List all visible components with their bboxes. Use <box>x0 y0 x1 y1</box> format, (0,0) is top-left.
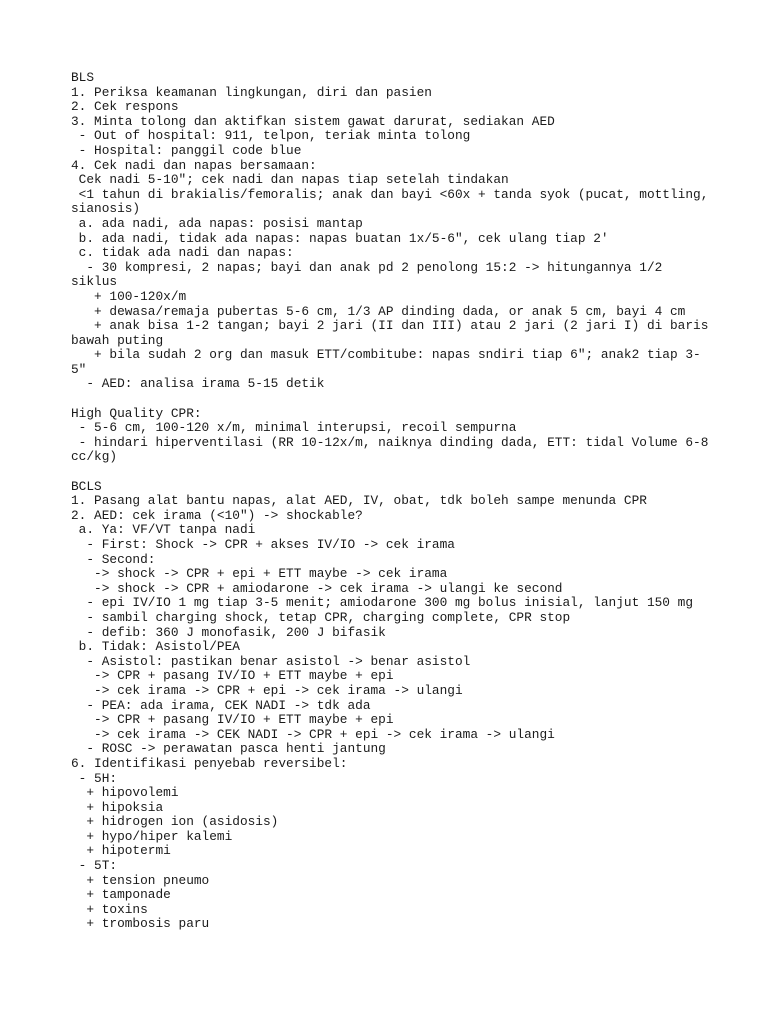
text-line: - Asistol: pastikan benar asistol -> benar asistol <box>71 653 471 669</box>
blank-line <box>71 392 701 407</box>
text-line: - ROSC -> perawatan pasca henti jantung <box>71 741 386 757</box>
blank-line <box>71 465 701 480</box>
text-line: 4. Cek nadi dan napas bersamaan: <box>71 157 317 173</box>
text-line: 1. Pasang alat bantu napas, alat AED, IV, obat, tdk boleh sampe menunda CPR <box>71 493 647 509</box>
text-line: - defib: 360 J monofasik, 200 J bifasik <box>71 624 386 640</box>
text-line: 6. Identifikasi penyebab reversibel: <box>71 755 348 771</box>
text-line: 5" <box>71 361 87 377</box>
document-page <box>71 70 709 932</box>
text-line: - 5H: <box>71 770 118 786</box>
text-line: -> cek irama -> CEK NADI -> CPR + epi -> cek irama -> ulangi <box>71 726 555 742</box>
text-line: BLS <box>71 70 95 85</box>
text-line: - Out of hospital: 911, telpon, teriak minta tolong <box>71 128 471 144</box>
text-line: + tamponade <box>71 887 171 903</box>
text-line: - sambil charging shock, tetap CPR, charging complete, CPR stop <box>71 609 571 625</box>
text-line: High Quality CPR: <box>71 405 202 421</box>
text-line: Cek nadi 5-10"; cek nadi dan napas tiap setelah tindakan <box>71 172 509 188</box>
text-line: + hipoksia <box>71 799 164 815</box>
text-line: + anak bisa 1-2 tangan; bayi 2 jari (II dan III) atau 2 jari (2 jari I) di baris <box>71 318 709 334</box>
text-line: + tension pneumo <box>71 872 210 888</box>
text-line: -> shock -> CPR + epi + ETT maybe -> cek irama <box>71 566 448 582</box>
text-line: 3. Minta tolong dan aktifkan sistem gawat darurat, sediakan AED <box>71 113 555 129</box>
text-line: -> shock -> CPR + amiodarone -> cek irama -> ulangi ke second <box>71 580 563 596</box>
text-line: + hypo/hiper kalemi <box>71 828 233 844</box>
text-line: - hindari hiperventilasi (RR 10-12x/m, naiknya dinding dada, ETT: tidal Volume 6-8 <box>71 434 709 450</box>
text-line: - 30 kompresi, 2 napas; bayi dan anak pd 2 penolong 15:2 -> hitungannya 1/2 <box>71 259 663 275</box>
text-line: b. ada nadi, tidak ada napas: napas buatan 1x/5-6", cek ulang tiap 2' <box>71 230 609 246</box>
text-line: a. Ya: VF/VT tanpa nadi <box>71 522 256 538</box>
text-line: - PEA: ada irama, CEK NADI -> tdk ada <box>71 697 371 713</box>
text-line: + bila sudah 2 org dan masuk ETT/combitube: napas sndiri tiap 6"; anak2 tiap 3- <box>71 347 701 363</box>
text-line: <1 tahun di brakialis/femoralis; anak dan bayi <60x + tanda syok (pucat, mottling, <box>71 186 709 202</box>
text-line: + hipovolemi <box>71 785 179 801</box>
text-line: - First: Shock -> CPR + akses IV/IO -> cek irama <box>71 537 455 552</box>
text-line: 1. Periksa keamanan lingkungan, diri dan pasien <box>71 84 432 100</box>
text-line: + toxins <box>71 901 148 917</box>
text-line: b. Tidak: Asistol/PEA <box>71 639 240 655</box>
text-line: -> CPR + pasang IV/IO + ETT maybe + epi <box>71 668 394 684</box>
text-line: + dewasa/remaja pubertas 5-6 cm, 1/3 AP dinding dada, or anak 5 cm, bayi 4 cm <box>71 303 686 319</box>
text-line: bawah puting <box>71 332 164 348</box>
text-line: 2. Cek respons <box>71 99 179 115</box>
text-line: a. ada nadi, ada napas: posisi mantap <box>71 215 363 231</box>
text-line: 2. AED: cek irama (<10") -> shockable? <box>71 507 363 523</box>
text-line: + 100-120x/m <box>71 288 187 304</box>
text-line: c. tidak ada nadi dan napas: <box>71 245 294 261</box>
text-line: -> CPR + pasang IV/IO + ETT maybe + epi <box>71 712 394 728</box>
text-line: + hipotermi <box>71 843 171 859</box>
text-line: sianosis) <box>71 201 141 217</box>
text-line: - epi IV/IO 1 mg tiap 3-5 menit; amiodarone 300 mg bolus inisial, lanjut 150 mg <box>71 595 694 611</box>
text-line: BCLS <box>71 478 102 494</box>
text-line: - AED: analisa irama 5-15 detik <box>71 376 325 392</box>
text-line: - 5-6 cm, 100-120 x/m, minimal interupsi, recoil sempurna <box>71 420 517 436</box>
text-line: cc/kg) <box>71 449 118 465</box>
text-line: -> cek irama -> CPR + epi -> cek irama -> ulangi <box>71 682 463 698</box>
text-line: + hidrogen ion (asidosis) <box>71 814 279 830</box>
text-line: siklus <box>71 274 118 290</box>
text-line: - 5T: <box>71 858 118 874</box>
text-line: - Second: <box>71 551 156 567</box>
text-line: + trombosis paru <box>71 916 210 932</box>
text-line: - Hospital: panggil code blue <box>71 142 302 158</box>
